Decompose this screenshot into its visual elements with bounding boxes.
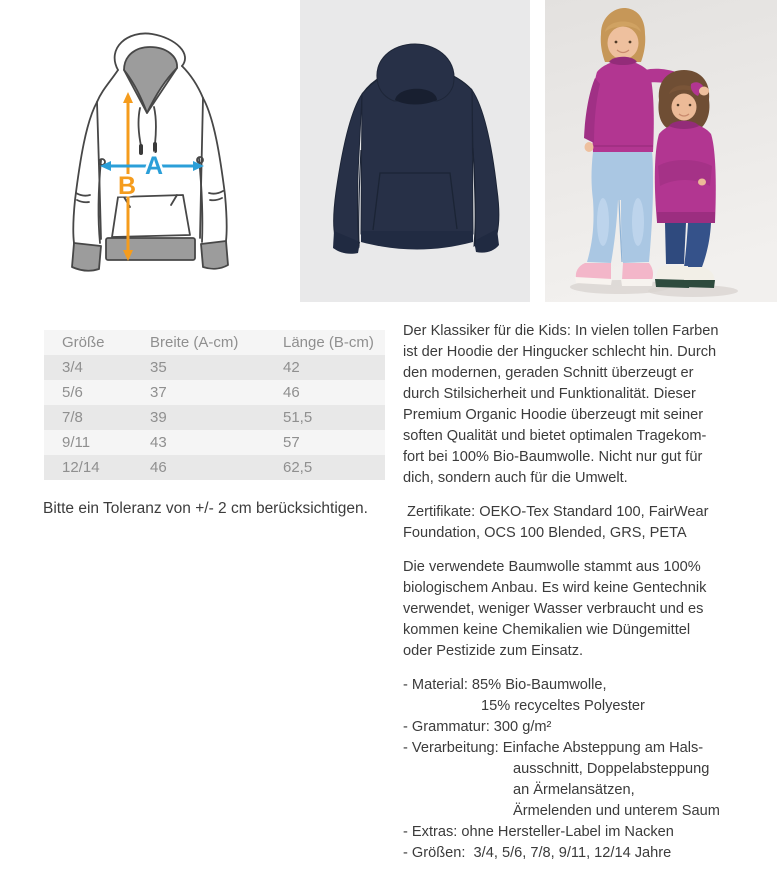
models-photo-kids <box>545 0 777 302</box>
spec-material: - Material: 85% Bio-Baumwolle, <box>403 677 607 693</box>
table-row: 5/6 37 46 <box>44 380 385 405</box>
table-row: 9/11 43 57 <box>44 430 385 455</box>
spec-workmanship-cont: Ärmelenden und unterem Saum <box>513 803 720 819</box>
spec-extras: - Extras: ohne Hersteller-Label im Nacken <box>403 824 674 840</box>
kid-jeans <box>665 223 686 264</box>
size-table-header <box>44 330 385 355</box>
table-row: 7/8 39 51,5 <box>44 405 385 430</box>
width-arrow-a <box>100 152 204 180</box>
girl-shoe <box>622 263 653 280</box>
spec-sizes: - Größen: 3/4, 5/6, 7/8, 9/11, 12/14 Jahre <box>403 845 672 861</box>
hoodie-measurement-diagram <box>40 10 280 300</box>
cotton-paragraph: Die verwendete Baumwolle stammt aus 100% biologischem Anbau. Es wird keine Gentechnik verwendet, weniger Wasser verbraucht und es kommen keine Chemikalien wie Düngemittel oder Pestizide zum Einsatz. <box>403 559 707 659</box>
navy-hoodie-illustration <box>300 0 530 302</box>
girl-face <box>608 27 639 60</box>
girl-hand-on-shoulder <box>699 87 709 96</box>
spec-workmanship-cont: an Ärmelansätzen, <box>513 782 635 798</box>
length-label-b: B <box>117 172 137 200</box>
tolerance-note: Bitte ein Toleranz von +/- 2 cm berücksichtigen. <box>43 500 368 517</box>
kids-models-illustration <box>545 0 777 302</box>
table-row: 12/14 46 62,5 <box>44 455 385 480</box>
spec-material-cont: 15% recyceltes Polyester <box>481 698 645 714</box>
column-length: Länge (B-cm) <box>283 334 374 351</box>
width-label-a: A <box>144 152 164 180</box>
girl-hand <box>585 142 594 152</box>
spec-list <box>403 675 777 864</box>
column-width: Breite (A-cm) <box>150 334 239 351</box>
description-paragraph: Der Klassiker für die Kids: In vielen tollen Farben ist der Hoodie der Hingucker schlecht hin. Durch den modernen, geraden Schnitt überzeugt er durch Stilsicherheit und Funktionalität. Dieser Premium Organic Hoodie überzeugt mit seiner soften Qualität und bietet optimalen Tragekom- fort bei 100% Bio-Baumwolle. Nicht nur gut für dich, sondern auch für die Umwelt. <box>403 323 719 486</box>
certificates-paragraph: Zertifikate: OEKO-Tex Standard 100, FairWear Foundation, OCS 100 Blended, GRS, PETA <box>403 504 709 541</box>
drawstring-tip <box>139 144 143 155</box>
product-description <box>403 321 777 873</box>
product-photo-navy-hoodie <box>300 0 530 302</box>
right-cuff <box>201 241 228 269</box>
waistband <box>106 238 195 260</box>
spec-workmanship: - Verarbeitung: Einfache Absteppung am Hals- <box>403 740 704 756</box>
girl-hoodie <box>592 60 654 152</box>
kid-hem-band <box>657 212 715 223</box>
spec-grammage: - Grammatur: 300 g/m² <box>403 719 552 735</box>
size-diagram-image <box>40 10 280 300</box>
size-table <box>44 330 385 480</box>
spec-workmanship-cont: ausschnitt, Doppelabsteppung <box>513 761 710 777</box>
column-size: Größe <box>62 334 105 351</box>
left-cuff <box>72 243 101 271</box>
table-row: 3/4 35 42 <box>44 355 385 380</box>
kid-shoe <box>656 266 689 281</box>
